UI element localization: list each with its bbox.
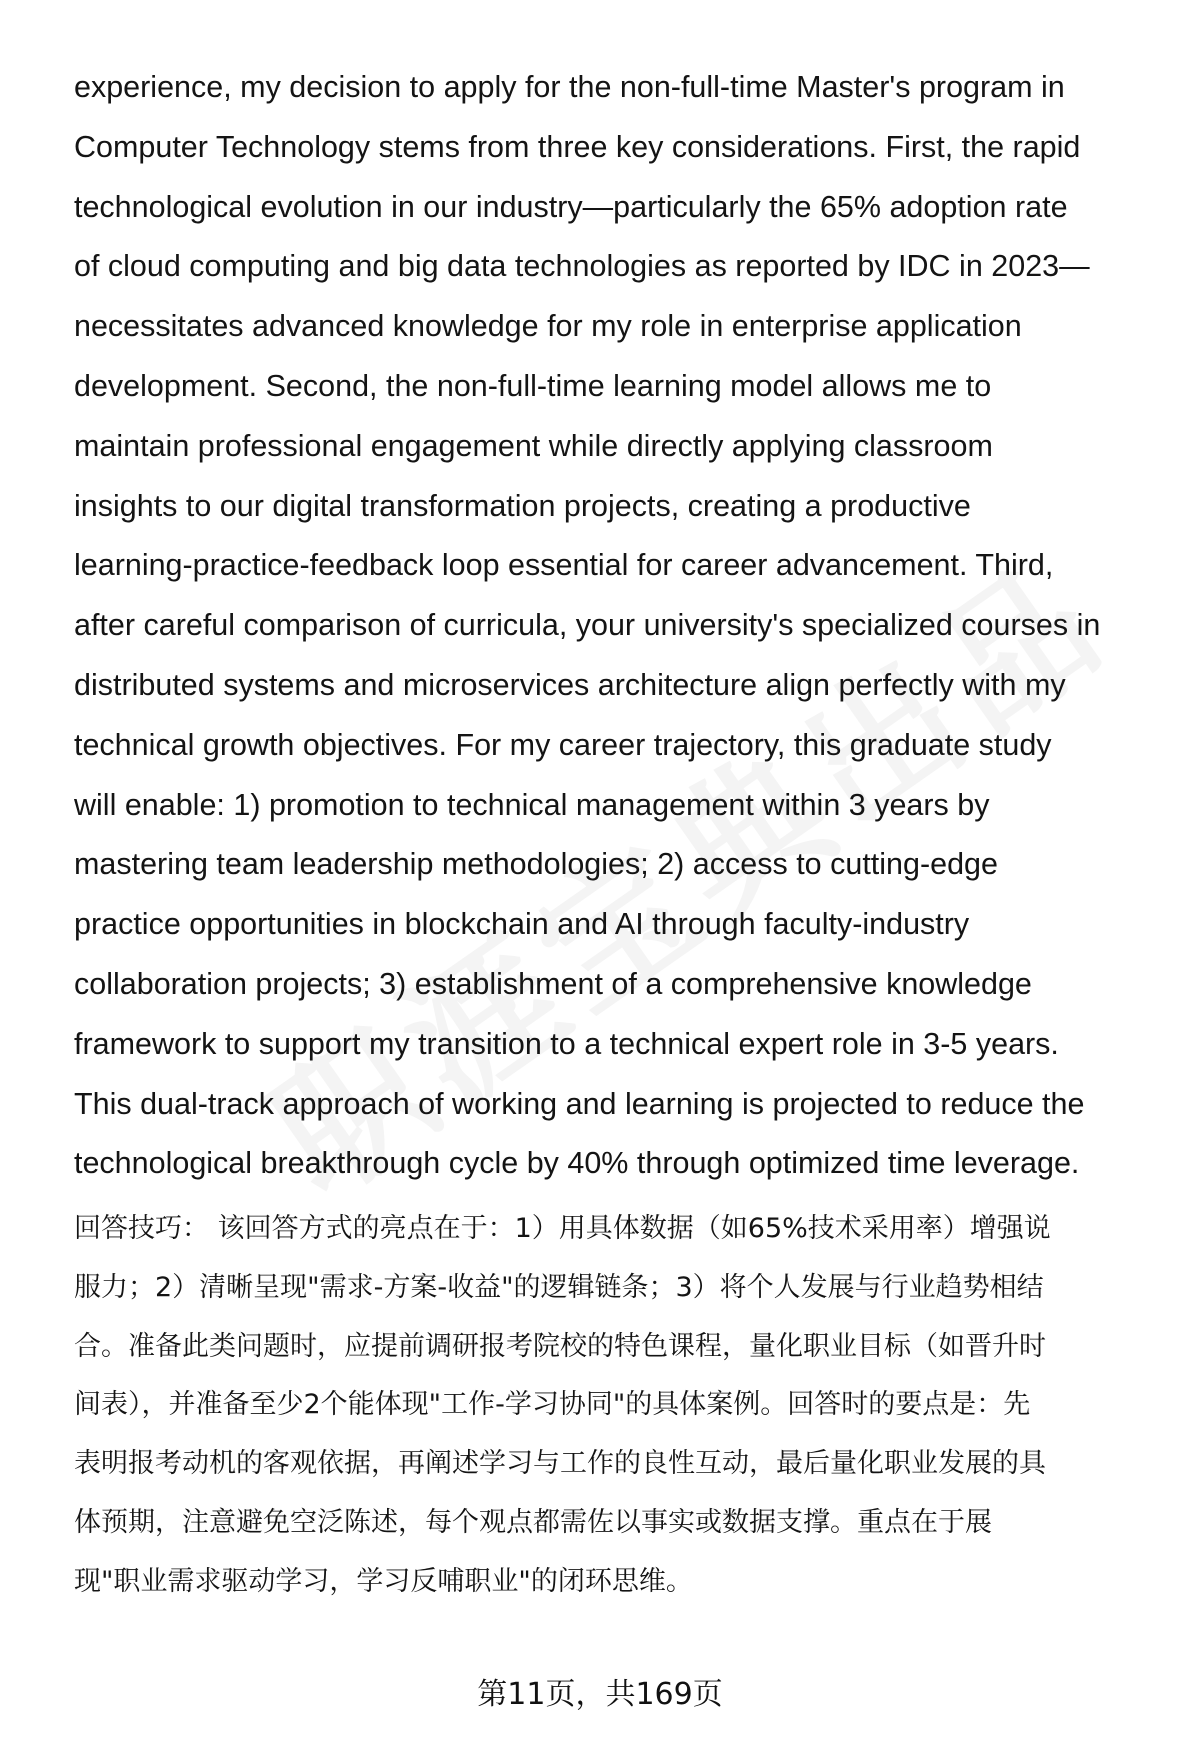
tips-line: 合。准备此类问题时，应提前调研报考院校的特色课程，量化职业目标（如晋升时 bbox=[74, 1330, 1046, 1362]
tips-line: 体预期，注意避免空泛陈述，每个观点都需佐以事实或数据支撑。重点在于展 bbox=[74, 1506, 992, 1538]
answer-line: Computer Technology stems from three key considerations. First, the rapid bbox=[74, 129, 1081, 164]
tips-line: 间表），并准备至少2个能体现"工作-学习协同"的具体案例。回答时的要点是：先 bbox=[74, 1389, 1031, 1421]
answer-line: mastering team leadership methodologies; 2) access to cutting-edge bbox=[74, 847, 998, 882]
answer-line: after careful comparison of curricula, your university's specialized courses in bbox=[74, 608, 1101, 643]
answer-line: experience, my decision to apply for the non-full-time Master's program in bbox=[74, 70, 1065, 104]
answer-line: technological breakthrough cycle by 40% through optimized time leverage. bbox=[74, 1146, 1080, 1181]
answer-tips bbox=[74, 1200, 1154, 1612]
answer-line: practice opportunities in blockchain and AI through faculty-industry bbox=[74, 907, 970, 942]
tips-line: 现"职业需求驱动学习，学习反哺职业"的闭环思维。 bbox=[74, 1565, 693, 1597]
answer-line: learning-practice-feedback loop essential for career advancement. Third, bbox=[74, 548, 1054, 583]
tips-line: 表明报考动机的客观依据，再阐述学习与工作的良性互动，最后量化职业发展的具 bbox=[74, 1448, 1046, 1480]
tips-line: 服力；2）清晰呈现"需求-方案-收益"的逻辑链条；3）将个人发展与行业趋势相结 bbox=[74, 1271, 1044, 1303]
answer-line: technological evolution in our industry—particularly the 65% adoption rate bbox=[74, 189, 1068, 224]
answer-line: collaboration projects; 3) establishment of a comprehensive knowledge bbox=[74, 966, 1032, 1001]
answer-paragraph bbox=[74, 58, 1154, 1194]
answer-line: of cloud computing and big data technologies as reported by IDC in 2023— bbox=[74, 249, 1090, 284]
answer-line: will enable: 1) promotion to technical management within 3 years by bbox=[74, 787, 990, 822]
answer-line: This dual-track approach of working and learning is projected to reduce the bbox=[74, 1086, 1085, 1121]
answer-line: development. Second, the non-full-time learning model allows me to bbox=[74, 368, 992, 403]
answer-line: technical growth objectives. For my career trajectory, this graduate study bbox=[74, 727, 1052, 762]
tips-line: 回答技巧： 该回答方式的亮点在于：1）用具体数据（如65%技术采用率）增强说 bbox=[74, 1213, 1051, 1244]
answer-line: distributed systems and microservices architecture align perfectly with my bbox=[74, 667, 1066, 702]
answer-line: necessitates advanced knowledge for my role in enterprise application bbox=[74, 309, 1022, 344]
page-number: 第11页，共169页 bbox=[477, 1677, 723, 1712]
answer-line: maintain professional engagement while directly applying classroom bbox=[74, 428, 993, 463]
answer-line: insights to our digital transformation projects, creating a productive bbox=[74, 488, 971, 523]
answer-line: framework to support my transition to a technical expert role in 3-5 years. bbox=[74, 1026, 1059, 1061]
